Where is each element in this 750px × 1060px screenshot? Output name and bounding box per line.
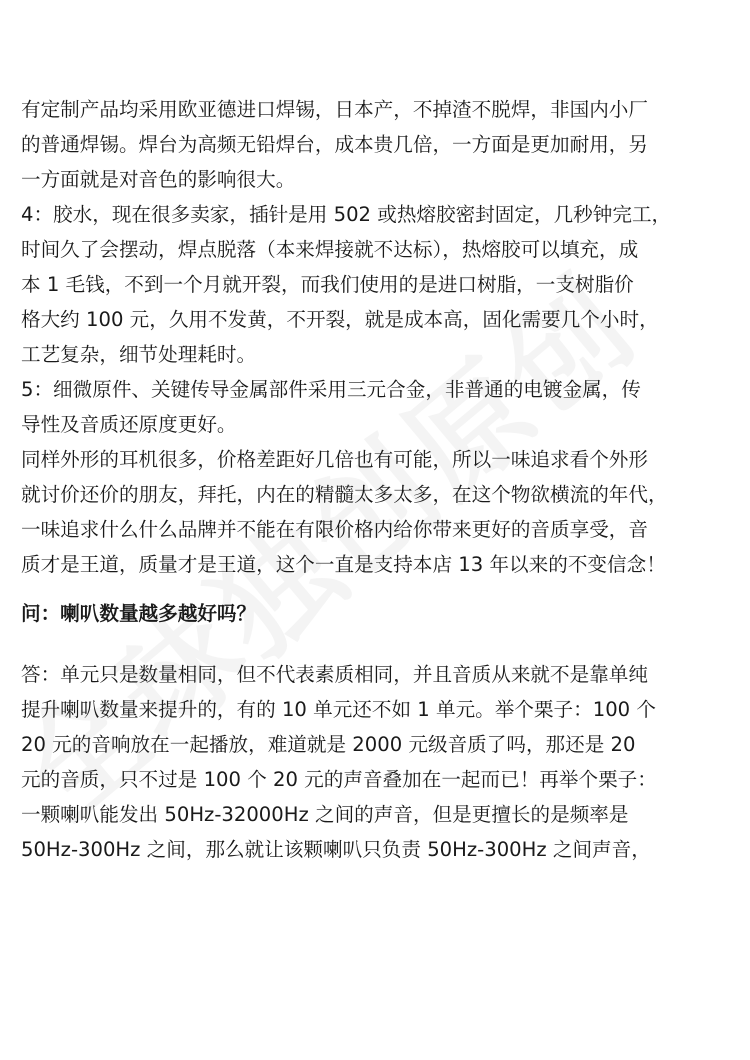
paragraph-summary — [21, 442, 737, 582]
text-line: 一方面就是对音色的影响很大。 — [21, 168, 296, 191]
answer-paragraph — [21, 657, 737, 867]
text-line: 同样外形的耳机很多，价格差距好几倍也有可能，所以一味追求看个外形 — [21, 448, 648, 471]
paragraph-alloy — [21, 372, 737, 442]
text-line: 答：单元只是数量相同，但不代表素质相同，并且音质从来就不是靠单纯 — [21, 663, 648, 686]
text-line: 格大约 100 元，久用不发黄，不开裂，就是成本高，固化需要几个小时， — [21, 308, 659, 331]
text-line: 50Hz-300Hz 之间，那么就让该颗喇叭只负责 50Hz-300Hz 之间声音， — [21, 838, 651, 861]
text-line: 工艺复杂，细节处理耗时。 — [21, 343, 257, 366]
text-line: 的普通焊锡。焊台为高频无铅焊台，成本贵几倍，一方面是更加耐用，另 — [21, 133, 648, 156]
spacer — [21, 631, 737, 657]
text-line: 元的音质，只不过是 100 个 20 元的声音叠加在一起而已！再举个栗子： — [21, 768, 657, 791]
text-line: 导性及音质还原度更好。 — [21, 413, 237, 436]
paragraph-glue — [21, 197, 737, 372]
text-line: 质才是王道，质量才是王道，这个一直是支持本店 13 年以来的不变信念！ — [21, 553, 666, 576]
text-line: 一颗喇叭能发出 50Hz-32000Hz 之间的声音，但是更擅长的是频率是 — [21, 803, 629, 826]
text-line: 4：胶水，现在很多卖家，插针是用 502 或热熔胶密封固定，几秒钟完工， — [21, 203, 672, 226]
paragraph-soldering — [21, 92, 737, 197]
text-line: 有定制产品均采用欧亚德进口焊锡，日本产，不掉渣不脱焊，非国内小厂 — [21, 98, 648, 121]
text-line: 20 元的音响放在一起播放，难道就是 2000 元级音质了吗，那还是 20 — [21, 733, 636, 756]
text-line: 本 1 毛钱，不到一个月就开裂，而我们使用的是进口树脂，一支树脂价 — [21, 273, 634, 296]
text-line: 时间久了会摆动，焊点脱落（本来焊接就不达标），热熔胶可以填充，成 — [21, 238, 639, 261]
document-body — [21, 92, 737, 867]
text-line: 提升喇叭数量来提升的，有的 10 单元还不如 1 单元。举个栗子：100 个 — [21, 698, 656, 721]
text-line: 5：细微原件、关键传导金属部件采用三元合金，非普通的电镀金属，传 — [21, 378, 641, 401]
text-line: 就讨价还价的朋友，拜托，内在的精髓太多太多，在这个物欲横流的年代， — [21, 483, 668, 506]
text-line: 一味追求什么什么品牌并不能在有限价格内给你带来更好的音质享受，音 — [21, 518, 648, 541]
question-heading: 问：喇叭数量越多越好吗？ — [21, 602, 257, 625]
